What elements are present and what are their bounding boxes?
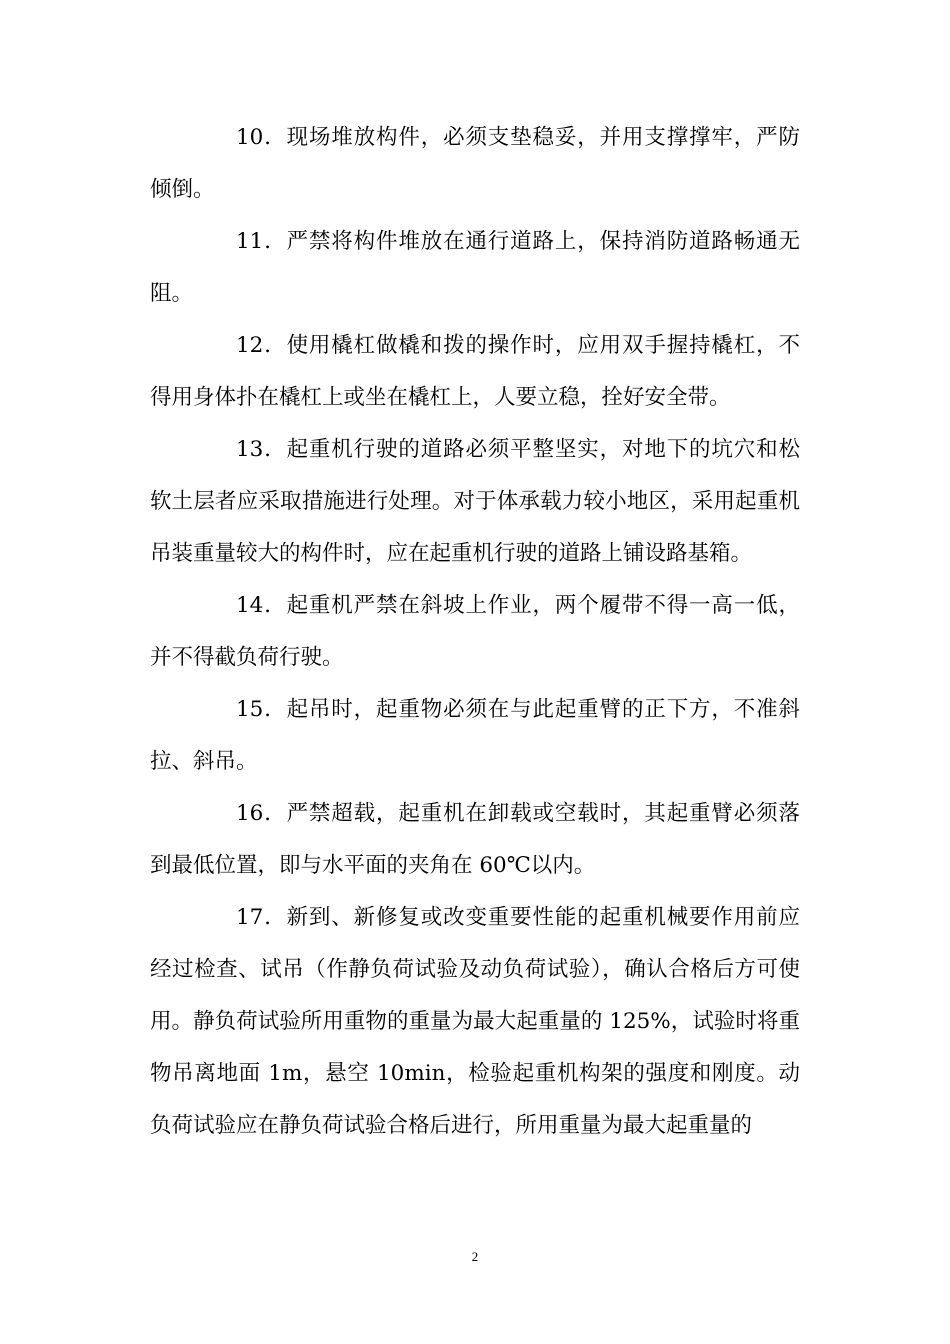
body-text [150,112,800,1152]
paragraph-16: 16．严禁超载，起重机在卸载或空载时，其起重臂必须落到最低位置，即与水平面的夹角在 60℃以内。 [150,801,800,878]
paragraph-13: 13．起重机行驶的道路必须平整坚实，对地下的坑穴和松软土层者应采取措施进行处理。对于体承载力较小地区，采用起重机吊装重量较大的构件时，应在起重机行驶的道路上铺设路基箱。 [150,437,800,566]
paragraph-11: 11．严禁将构件堆放在通行道路上，保持消防道路畅通无阻。 [150,229,800,306]
page-number: 2 [471,1249,479,1264]
paragraph-15: 15．起吊时，起重物必须在与此起重臂的正下方，不准斜拉、斜吊。 [150,697,800,774]
paragraph-17: 17．新到、新修复或改变重要性能的起重机械要作用前应经过检查、试吊（作静负荷试验及动负荷试验），确认合格后方可使用。静负荷试验所用重物的重量为最大起重量的 125%，试验时将重物吊离地面 1m，悬空 10min，检验起重机构架的强度和刚度。动负荷试验应在静负荷试验合格后进行，所用重量为最大起重量的 [150,905,800,1138]
paragraph-12: 12．使用橇杠做橇和拨的操作时，应用双手握持橇杠，不得用身体扑在橇杠上或坐在橇杠上，人要立稳，拴好安全带。 [150,333,800,410]
paragraph-14: 14．起重机严禁在斜坡上作业，两个履带不得一高一低，并不得截负荷行驶。 [150,593,800,670]
paragraph-10: 10．现场堆放构件，必须支垫稳妥，并用支撑撑牢，严防倾倒。 [150,125,800,202]
